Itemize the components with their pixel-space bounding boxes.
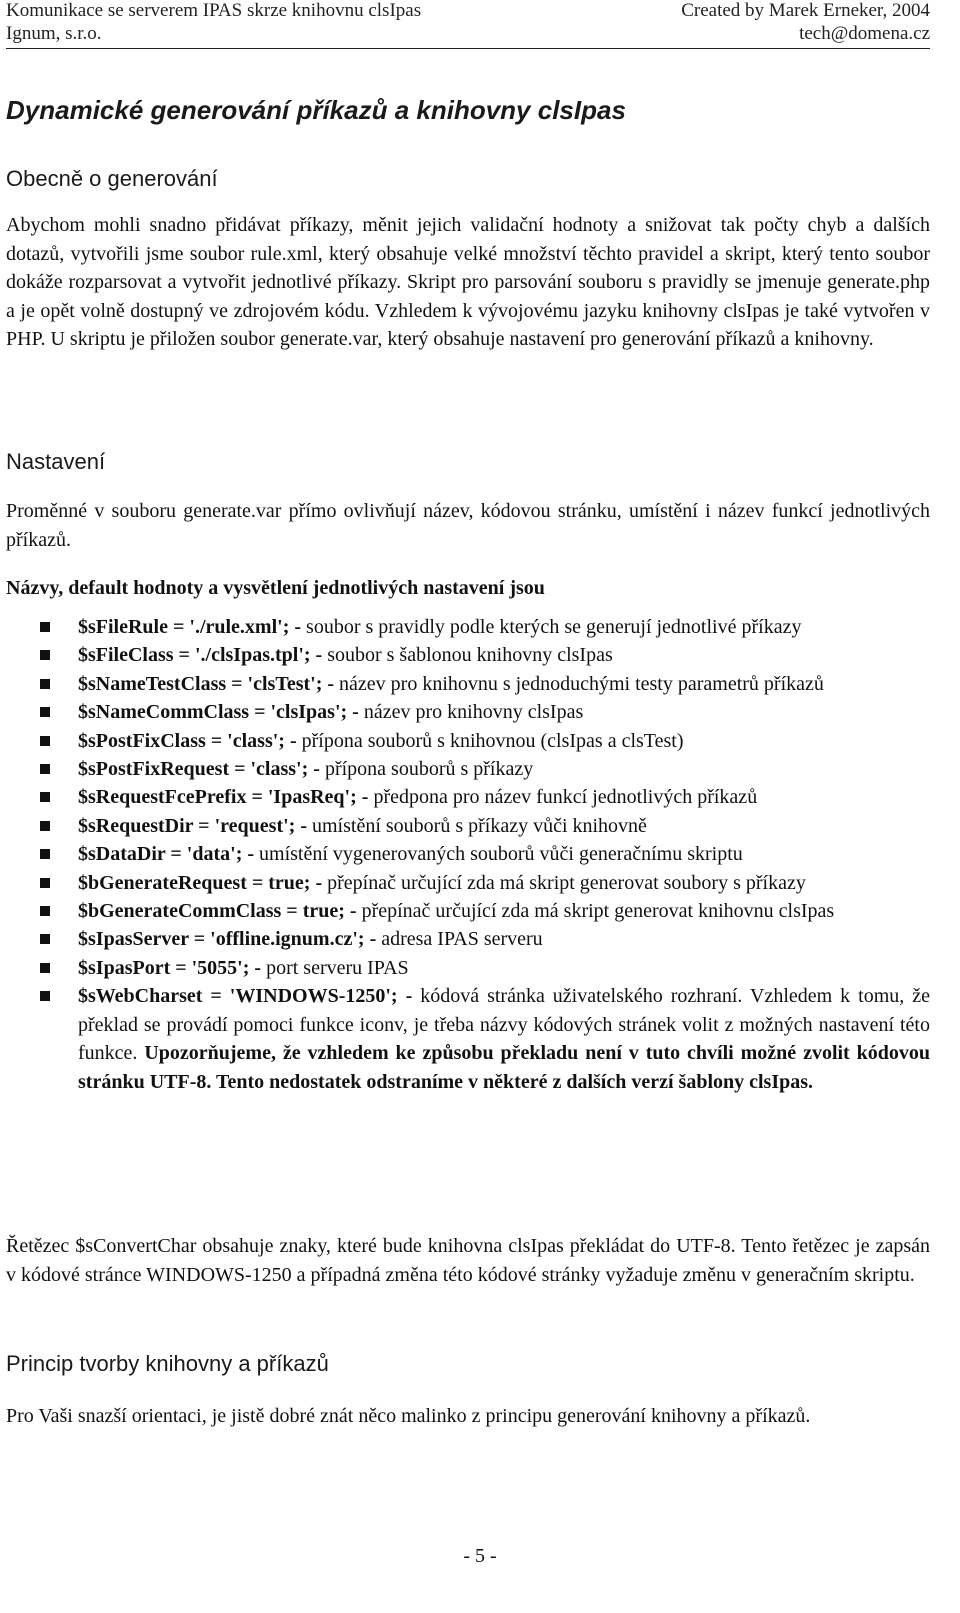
setting-desc: soubor s šablonou knihovny clsIpas xyxy=(322,644,613,667)
setting-desc: přípona souborů s knihovnou (clsIpas a clsTest) xyxy=(296,729,684,752)
setting-warning: Upozorňujeme, že vzhledem ke způsobu překladu není v tuto chvíli možné zvolit kódovou stránku UTF-8. Tento nedostatek odstraníme v některé z dalších verzí šablony clsIpas. xyxy=(78,1042,930,1093)
list-item xyxy=(40,727,930,755)
setting-desc: umístění souborů s příkazy vůči knihovně xyxy=(306,814,647,837)
bullet-icon xyxy=(40,650,50,660)
header-email: tech@domena.cz xyxy=(799,23,930,44)
bullet-icon xyxy=(40,821,50,831)
list-item xyxy=(40,897,930,925)
list-item xyxy=(40,783,930,811)
setting-code: $sPostFixClass = 'class'; - xyxy=(78,729,297,752)
section-settings-text: Proměnné v souboru generate.var přímo ovlivňují název, kódovou stránku, umístění i název funkcí jednotlivých příkazů. xyxy=(6,500,930,551)
setting-desc: přepínač určující zda má skript generovat knihovnu clsIpas xyxy=(356,900,835,923)
setting-code: $sNameTestClass = 'clsTest'; - xyxy=(78,672,335,695)
setting-desc: umístění vygenerovaných souborů vůči generačnímu skriptu xyxy=(254,843,743,866)
section-heading-general: Obecně o generování xyxy=(6,166,218,191)
bullet-icon xyxy=(40,906,50,916)
setting-code: $sRequestDir = 'request'; - xyxy=(78,814,307,837)
setting-code: $sRequestFcePrefix = 'IpasReq'; - xyxy=(78,786,369,809)
setting-code: $bGenerateRequest = true; - xyxy=(78,871,323,894)
list-item xyxy=(40,954,930,982)
bullet-icon xyxy=(40,707,50,717)
charset-note: Řetězec $sConvertChar obsahuje znaky, které bude knihovna clsIpas překládat do UTF-8. Tento řetězec je zapsán v kódové stránce WINDOWS-1250 a případná změna této kódové stránky vyžaduje změnu v generačním skriptu. xyxy=(6,1235,930,1286)
setting-desc: soubor s pravidly podle kterých se generují jednotlivé příkazy xyxy=(301,616,802,638)
setting-desc: název pro knihovny clsIpas xyxy=(358,701,584,724)
list-item xyxy=(40,812,930,840)
list-item xyxy=(40,925,930,953)
bullet-icon xyxy=(40,622,50,632)
setting-code: $sPostFixRequest = 'class'; - xyxy=(78,758,320,781)
bullet-icon xyxy=(40,991,50,1001)
setting-desc: název pro knihovnu s jednoduchými testy parametrů příkazů xyxy=(334,672,824,695)
setting-desc: přípona souborů s příkazy xyxy=(319,758,534,781)
list-item xyxy=(40,670,930,698)
header-company: Ignum, s.r.o. xyxy=(6,23,102,44)
setting-code: $sWebCharset = 'WINDOWS-1250'; - xyxy=(78,985,413,1008)
setting-desc: port serveru IPAS xyxy=(261,956,409,979)
setting-code: $sIpasPort = '5055'; - xyxy=(78,956,262,979)
setting-desc: kódová stránka uživatelského rozhraní. Vzhledem k tomu, že překlad se provádí pomoci funkce iconv, je třeba názvy kódových stránek volit z možných nastavení této funkce. xyxy=(78,985,930,1065)
list-item xyxy=(40,641,930,669)
page-number: - 5 - xyxy=(463,1545,497,1567)
header-doc-title: Komunikace se serverem IPAS skrze knihovnu clsIpas xyxy=(6,0,422,21)
bullet-icon xyxy=(40,963,50,973)
bullet-icon xyxy=(40,878,50,888)
bullet-icon xyxy=(40,849,50,859)
setting-code: $sIpasServer = 'offline.ignum.cz'; - xyxy=(78,928,377,951)
header-author: Created by Marek Erneker, 2004 xyxy=(681,0,930,21)
list-item xyxy=(40,698,930,726)
section-general-text: Abychom mohli snadno přidávat příkazy, měnit jejich validační hodnoty a snižovat tak počty chyb a dalších dotazů, vytvořili jsme soubor rule.xml, který obsahuje velké množství těchto pravidel a skript, který tento soubor dokáže rozparsovat a vytvořit jednotlivé příkazy. Skript pro parsování souboru s pravidly se jmenuje generate.php a je opět volně dostupný ve zdrojovém kódu. Vzhledem k vývojovému jazyku knihovny clsIpas je také vytvořen v PHP. U skriptu je přiložen soubor generate.var, který obsahuje nastavení pro generování příkazů a knihovny. xyxy=(6,214,930,350)
list-item xyxy=(40,613,930,641)
setting-code: $sNameCommClass = 'clsIpas'; - xyxy=(78,701,359,724)
setting-desc: přepínač určující zda má skript generovat soubory s příkazy xyxy=(322,871,806,894)
settings-list-heading: Názvy, default hodnoty a vysvětlení jednotlivých nastavení jsou xyxy=(6,577,545,599)
page-title: Dynamické generování příkazů a knihovny clsIpas xyxy=(6,95,626,125)
bullet-icon xyxy=(40,764,50,774)
setting-code: $bGenerateCommClass = true; - xyxy=(78,900,357,923)
list-item xyxy=(40,869,930,897)
list-item xyxy=(40,755,930,783)
list-item xyxy=(40,982,930,1096)
bullet-icon xyxy=(40,792,50,802)
setting-code: $sFileRule = './rule.xml'; - xyxy=(78,616,302,638)
list-item xyxy=(40,840,930,868)
header-divider xyxy=(6,48,930,49)
bullet-icon xyxy=(40,679,50,689)
section-heading-settings: Nastavení xyxy=(6,449,106,474)
bullet-icon xyxy=(40,736,50,746)
setting-code: $sFileClass = './clsIpas.tpl'; - xyxy=(78,644,323,667)
setting-desc: adresa IPAS serveru xyxy=(376,928,543,951)
bullet-icon xyxy=(40,934,50,944)
setting-code: $sDataDir = 'data'; - xyxy=(78,843,255,866)
section-principle-text: Pro Vaši snazší orientaci, je jistě dobré znát něco malinko z principu generování knihovny a příkazů. xyxy=(6,1405,811,1427)
section-heading-principle: Princip tvorby knihovny a příkazů xyxy=(6,1351,329,1376)
settings-list xyxy=(40,613,930,1096)
setting-desc: předpona pro název funkcí jednotlivých příkazů xyxy=(368,786,758,809)
